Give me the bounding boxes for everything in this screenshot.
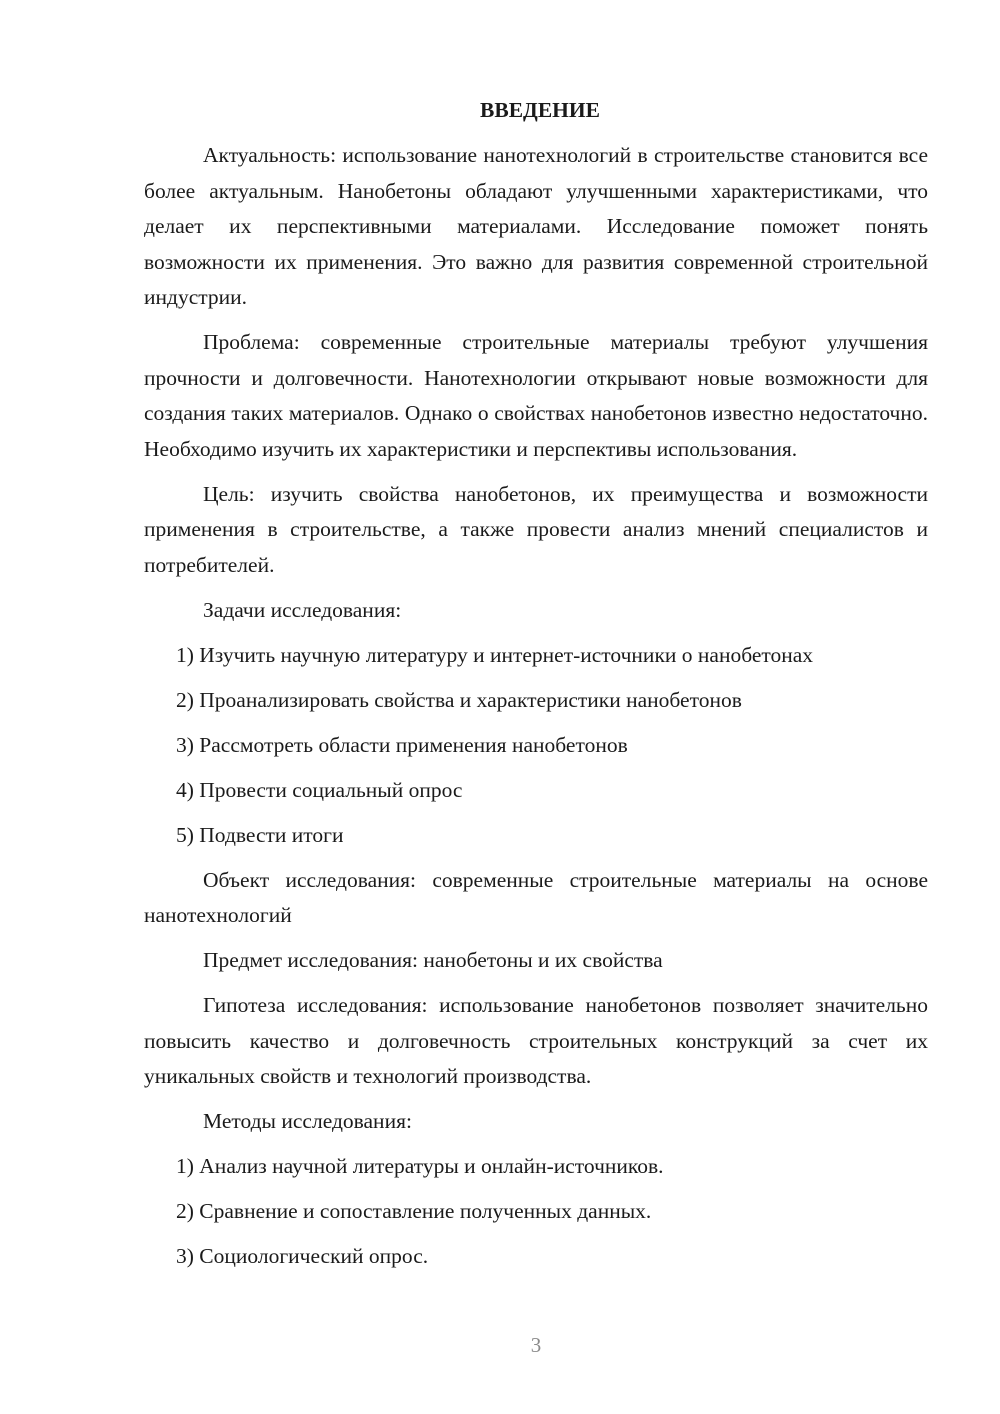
page-title: ВВЕДЕНИЕ [480,98,600,122]
tasks-heading: Задачи исследования: [203,597,402,622]
list-item: 3) Социологический опрос. [176,1244,429,1268]
page-number: 3 [530,1333,542,1357]
list-item: 2) Сравнение и сопоставление полученных данных. [176,1199,652,1223]
problem-paragraph: Проблема: современные строительные материалы требуют улучшения прочности и долговечности. Нанотехнологии открывают новые возможности для создания таких материалов. Однако о свойствах нанобетонов известно недостаточно. Необходимо изучить их характеристики и перспективы использования. [144,330,928,461]
hypothesis-paragraph: Гипотеза исследования: использование нанобетонов позволяет значительно повысить качество и долговечность строительных конструкций за счет их уникальных свойств и технологий производства. [144,993,928,1088]
list-item: 1) Анализ научной литературы и онлайн-источников. [176,1154,664,1178]
methods-list [144,1149,928,1275]
list-item: 2) Проанализировать свойства и характеристики нанобетонов [176,687,742,712]
list-item: 5) Подвести итоги [176,822,344,847]
relevance-paragraph: Актуальность: использование нанотехнологий в строительстве становится все более актуальным. Нанобетоны обладают улучшенными характеристиками, что делает их перспективными материалами. Исследование поможет понять возможности их применения. Это важно для развития современной строительной индустрии. [144,143,928,309]
object-paragraph: Объект исследования: современные строительные материалы на основе нанотехнологий [144,867,928,927]
tasks-list [144,638,928,854]
list-item: 3) Рассмотреть области применения нанобетонов [176,732,628,757]
list-item: 4) Провести социальный опрос [176,777,463,802]
goal-paragraph: Цель: изучить свойства нанобетонов, их преимущества и возможности применения в строительстве, а также провести анализ мнений специалистов и потребителей. [144,481,928,577]
subject-paragraph: Предмет исследования: нанобетоны и их свойства [203,948,663,972]
document-body [144,95,928,1284]
methods-heading: Методы исследования: [203,1109,412,1133]
list-item: 1) Изучить научную литературу и интернет-источники о нанобетонах [176,642,814,667]
